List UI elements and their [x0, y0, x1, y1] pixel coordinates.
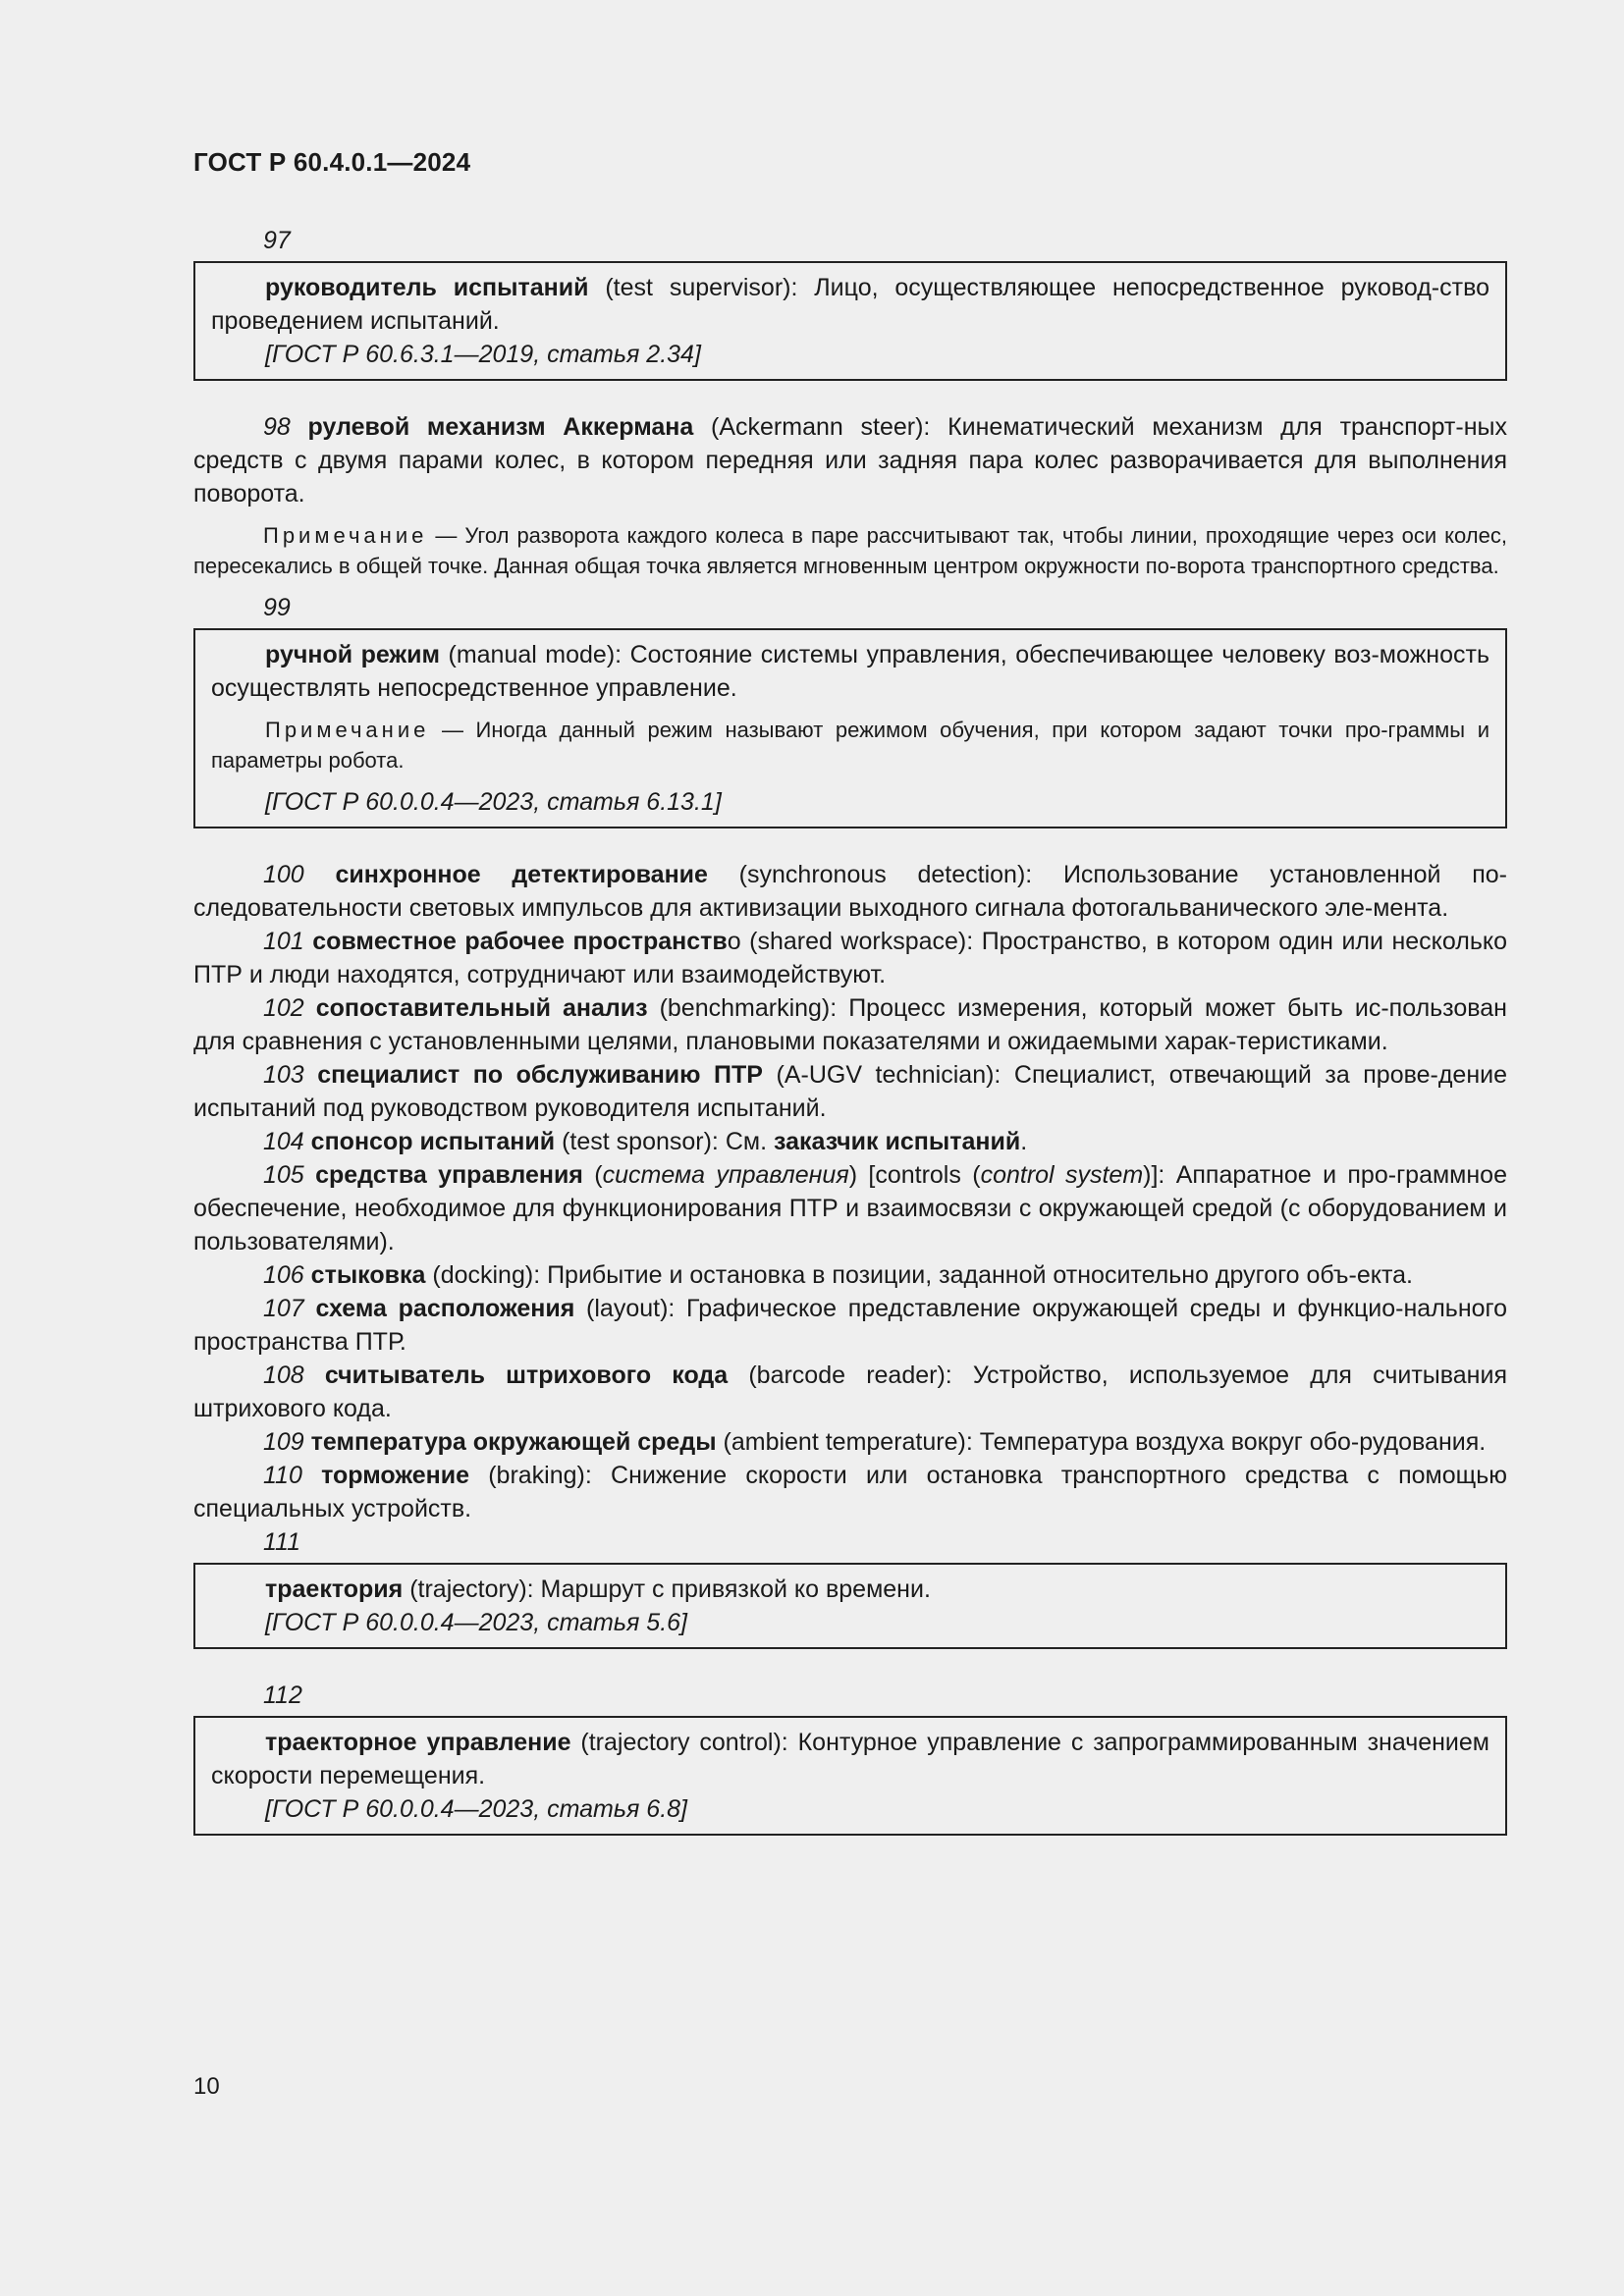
term-entry-108 [193, 1359, 1507, 1425]
term-112: траекторное управление [265, 1729, 571, 1756]
term-number-102: 102 [263, 994, 304, 1022]
term-entry-100 [193, 858, 1507, 925]
term-tail-101: о [727, 928, 741, 955]
definition-98: (Ackermann steer): Кинематический механизм для транспорт-ных средств с двумя парами колес, в котором передняя или задняя пара колес разворачивается для выполнения поворота. [193, 413, 1507, 507]
term-entry-109 [193, 1425, 1507, 1459]
term-103: специалист по обслуживанию ПТР [317, 1061, 763, 1089]
term-entry-107 [193, 1292, 1507, 1359]
term-109: температура окружающей среды [310, 1428, 717, 1456]
term-entry-101 [193, 925, 1507, 991]
term-number-97: 97 [263, 227, 291, 254]
term-number-99: 99 [263, 594, 291, 621]
definition-112: (trajectory control): Контурное управление с запрограммированным значением скорости перемещения. [211, 1729, 1489, 1789]
term-number-98: 98 [263, 413, 291, 441]
term-102: сопоставительный анализ [315, 994, 648, 1022]
cross-reference-104: заказчик испытаний [773, 1128, 1021, 1155]
term-number-108: 108 [263, 1362, 304, 1389]
term-box-112 [193, 1716, 1507, 1836]
source-111: [ГОСТ Р 60.0.0.4—2023, статья 5.6] [265, 1609, 688, 1636]
term-number-104: 104 [263, 1128, 304, 1155]
definition-105-part1: ( [582, 1161, 603, 1189]
definition-110: (braking): Снижение скорости или остановка транспортного средства с помощью специальных устройств. [193, 1462, 1507, 1522]
definition-103: (A-UGV technician): Специалист, отвечающий за прове-дение испытаний под руководством руководителя испытаний. [193, 1061, 1507, 1122]
term-106: стыковка [310, 1261, 426, 1289]
term-number-101: 101 [263, 928, 304, 955]
synonym-en-105: control system [980, 1161, 1144, 1189]
term-number-109: 109 [263, 1428, 304, 1456]
term-entry-106 [193, 1258, 1507, 1292]
definition-104: (test sponsor): См. [555, 1128, 774, 1155]
document-body [193, 224, 1507, 1836]
note-98 [193, 520, 1507, 581]
synonym-105: система управления [602, 1161, 849, 1189]
definition-111: (trajectory): Маршрут с привязкой ко времени. [403, 1575, 931, 1603]
term-100: синхронное детектирование [335, 861, 708, 888]
term-110: торможение [321, 1462, 469, 1489]
definition-end-104: . [1020, 1128, 1028, 1155]
definition-102: (benchmarking): Процесс измерения, который может быть ис-пользован для сравнения с установленными целями, плановыми показателями и ожидаемыми харак-теристиками. [193, 994, 1507, 1055]
note-99 [211, 715, 1489, 775]
note-label-98: Примечание [263, 523, 428, 548]
note-text-98: — Угол разворота каждого колеса в паре рассчитывают так, чтобы линии, проходящие через оси колес, пересекались в общей точке. Данная общая точка является мгновенным центром окружности по-ворота транспортного средства. [193, 523, 1507, 578]
term-entry-98 [193, 410, 1507, 510]
term-108: считыватель штрихового кода [324, 1362, 729, 1389]
term-number-110: 110 [263, 1462, 302, 1489]
source-99: [ГОСТ Р 60.0.0.4—2023, статья 6.13.1] [265, 788, 722, 816]
source-112: [ГОСТ Р 60.0.0.4—2023, статья 6.8] [265, 1795, 688, 1823]
definition-105-part2: ) [controls ( [848, 1161, 981, 1189]
term-entry-103 [193, 1058, 1507, 1125]
definition-97: (test supervisor): Лицо, осуществляющее непосредственное руковод-ство проведением испытаний. [211, 274, 1489, 335]
term-111: траектория [265, 1575, 404, 1603]
term-98: рулевой механизм Аккермана [307, 413, 694, 441]
term-number-103: 103 [263, 1061, 304, 1089]
term-number-105: 105 [263, 1161, 304, 1189]
term-entry-97 [211, 271, 1489, 338]
term-105: средства управления [315, 1161, 583, 1189]
definition-106: (docking): Прибытие и остановка в позиции, заданной относительно другого объ-екта. [425, 1261, 1414, 1289]
source-97: [ГОСТ Р 60.6.3.1—2019, статья 2.34] [265, 341, 701, 368]
term-box-97 [193, 261, 1507, 381]
term-box-111 [193, 1563, 1507, 1649]
note-text-99: — Иногда данный режим называют режимом обучения, при котором задают точки про-граммы и параметры робота. [211, 718, 1489, 773]
term-97: руководитель испытаний [265, 274, 589, 301]
term-number-107: 107 [263, 1295, 304, 1322]
term-number-100: 100 [263, 861, 304, 888]
definition-100: (synchronous detection): Использование установленной по-следовательности световых импульсов для активизации выходного сигнала фотогальванического эле-мента. [193, 861, 1507, 922]
page-number: 10 [193, 2073, 220, 2100]
definition-101: (shared workspace): Пространство, в котором один или несколько ПТР и люди находятся, сотрудничают или взаимодействуют. [193, 928, 1507, 988]
definition-109: (ambient temperature): Температура воздуха вокруг обо-рудования. [716, 1428, 1487, 1456]
definition-107: (layout): Графическое представление окружающей среды и функцио-нального пространства ПТР. [193, 1295, 1507, 1356]
term-104: спонсор испытаний [310, 1128, 556, 1155]
term-number-112: 112 [263, 1682, 302, 1709]
note-label-99: Примечание [265, 718, 430, 742]
term-entry-111 [211, 1573, 1489, 1606]
definition-105-part3: )]: Аппаратное и про-граммное обеспечение, необходимое для функционирования ПТР и взаимосвязи с окружающей средой (с оборудованием и пользователями). [193, 1161, 1507, 1255]
term-entry-110 [193, 1459, 1507, 1525]
document-header: ГОСТ Р 60.4.0.1—2024 [193, 147, 471, 177]
term-entry-112 [211, 1726, 1489, 1792]
term-number-111: 111 [263, 1528, 301, 1556]
term-entry-99 [211, 638, 1489, 705]
term-entry-104 [193, 1125, 1507, 1158]
term-entry-102 [193, 991, 1507, 1058]
term-99: ручной режим [265, 641, 441, 668]
definition-99: (manual mode): Состояние системы управления, обеспечивающее человеку воз-можность осуществлять непосредственное управление. [211, 641, 1489, 702]
term-entry-105 [193, 1158, 1507, 1258]
term-101: совместное рабочее пространств [312, 928, 728, 955]
term-number-106: 106 [263, 1261, 304, 1289]
term-107: схема расположения [315, 1295, 575, 1322]
term-box-99 [193, 628, 1507, 828]
definition-108: (barcode reader): Устройство, используемое для считывания штрихового кода. [193, 1362, 1507, 1422]
